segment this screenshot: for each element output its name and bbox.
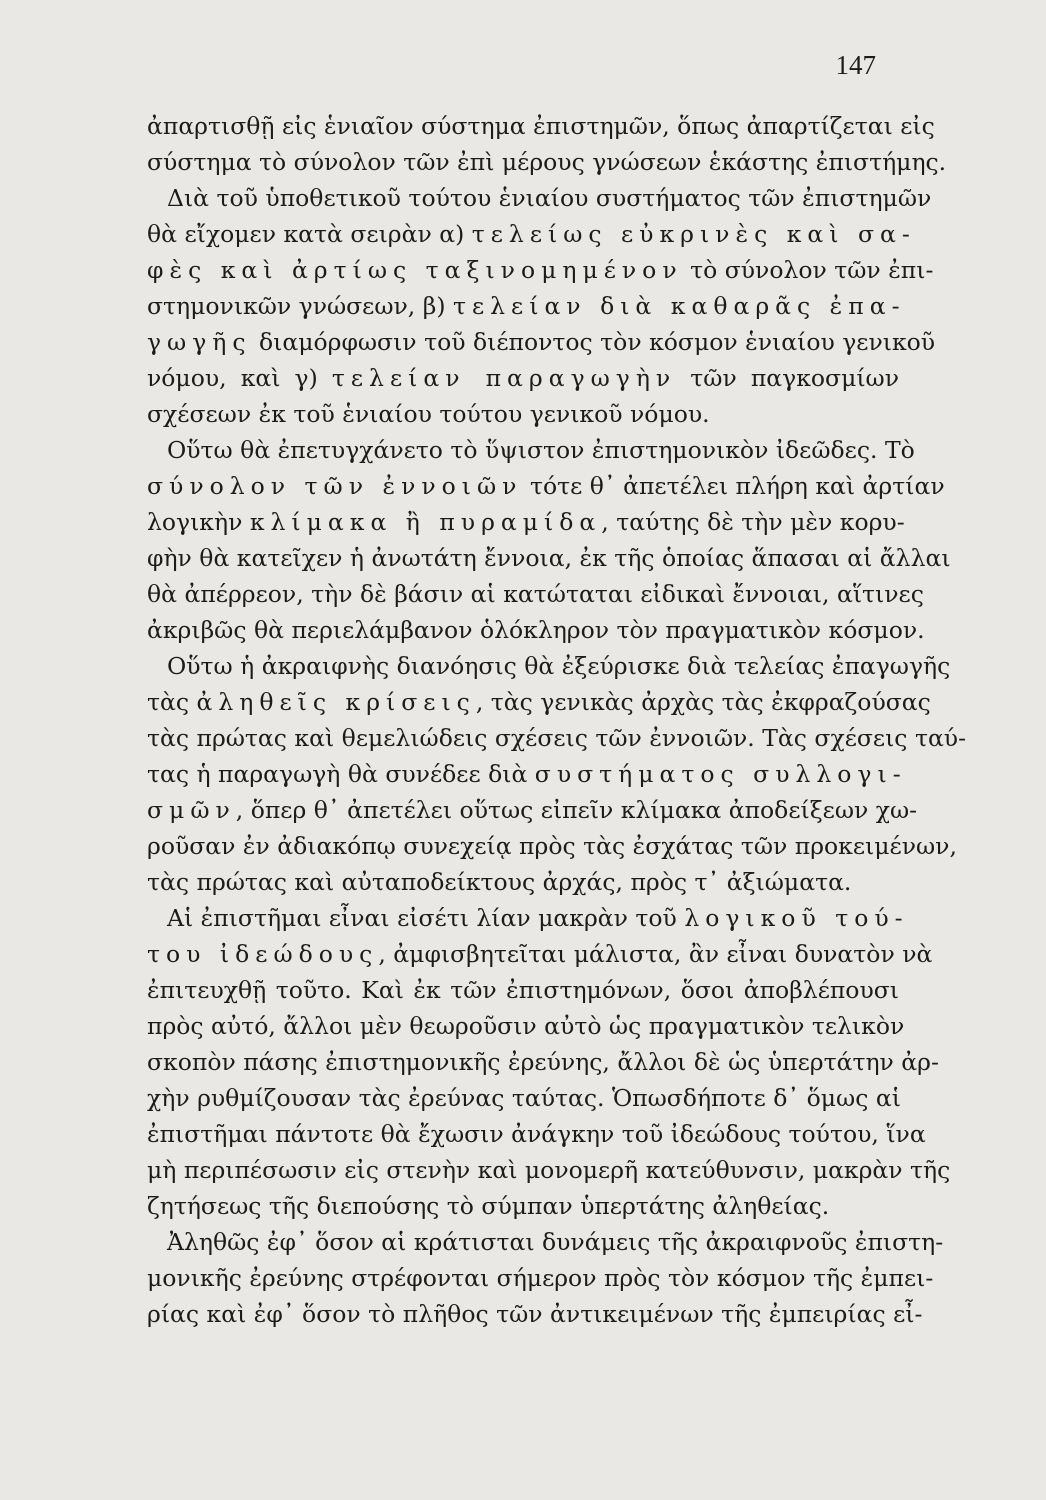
text-segment: μονικῆς ἐρεύνης στρέφονται σήμερον πρὸς τὸν κόσμον τῆς ἐμπει- <box>147 1264 934 1292</box>
text-segment: Διὰ τοῦ ὑποθετικοῦ τούτου ἑνιαίου συστήματος τῶν ἐπιστημῶν <box>167 184 932 212</box>
spaced-emphasis: τελείως εὐκρινὲς καὶ σα- <box>471 220 916 248</box>
text-segment: ἀπαρτισθῇ εἰς ἑνιαῖον σύστημα ἐπιστημῶν, ὅπως ἀπαρτίζεται εἰς <box>147 112 935 140</box>
text-segment: τὰς <box>147 688 197 716</box>
text-line <box>147 1224 944 1260</box>
spaced-emphasis: σύνολον τῶν ἐννοιῶν <box>147 472 523 500</box>
text-line <box>147 216 916 252</box>
text-segment: τὰς πρώτας καὶ θεμελιώδεις σχέσεις τῶν ἐννοιῶν. Τὰς σχέσεις ταύ- <box>147 724 967 752</box>
text-line <box>147 936 933 972</box>
spaced-emphasis: συστήματος συλλογι- <box>534 760 907 788</box>
text-segment: Ἀληθῶς ἐφ᾽ ὅσον αἱ κράτισται δυνάμεις τῆς ἀκραιφνοῦς ἐπιστη- <box>167 1228 944 1256</box>
text-segment: Οὕτω ἡ ἀκραιφνὴς διανόησις θὰ ἐξεύρισκε διὰ τελείας ἐπαγωγῆς <box>167 652 951 680</box>
page-number: 147 <box>835 50 876 80</box>
text-line <box>147 540 951 576</box>
text-line <box>147 648 951 684</box>
text-segment: ζητήσεως τῆς διεπούσης τὸ σύμπαν ὑπερτάτης ἀληθείας. <box>147 1192 830 1220</box>
text-segment: ἐπιστῆμαι πάντοτε θὰ ἔχωσιν ἀνάγκην τοῦ ἰδεώδους τούτου, ἵνα <box>147 1120 926 1148</box>
spaced-emphasis: σμῶν <box>147 796 236 824</box>
text-segment: ροῦσαν ἐν ἀδιακόπῳ συνεχείᾳ πρὸς τὰς ἐσχάτας τῶν προκειμένων, <box>147 832 957 860</box>
text-segment: , τὰς γενικὰς ἀρχὰς τὰς ἐκφραζούσας <box>475 688 931 716</box>
text-segment: τὸ σύνολον τῶν ἐπι- <box>682 256 934 284</box>
text-segment: νόμου, καὶ γ) <box>147 364 332 392</box>
text-line <box>147 1152 951 1188</box>
text-segment: τὰς πρώτας καὶ αὐταποδείκτους ἀρχάς, πρὸς τ᾽ ἀξιώματα. <box>147 868 852 896</box>
text-line <box>147 1044 939 1080</box>
text-line <box>147 504 905 540</box>
text-segment: Αἱ ἐπιστῆμαι εἶναι εἰσέτι λίαν μακρὰν τοῦ <box>167 904 685 932</box>
spaced-emphasis: κλίμακα ἢ πυραμίδα <box>249 508 602 536</box>
text-line <box>147 972 899 1008</box>
text-line <box>147 288 906 324</box>
text-line <box>147 900 909 936</box>
text-line <box>147 468 945 504</box>
text-line <box>147 252 934 288</box>
text-segment: στημονικῶν γνώσεων, β) <box>147 292 453 320</box>
text-line <box>147 144 947 180</box>
spaced-emphasis: λογικοῦ τού- <box>684 904 909 932</box>
text-line <box>147 180 932 216</box>
text-line <box>147 756 907 792</box>
text-line <box>147 1080 899 1116</box>
spaced-emphasis: ἀληθεῖς κρίσεις <box>196 688 476 716</box>
text-segment: , ταύτης δὲ τὴν μὲν κορυ- <box>601 508 905 536</box>
text-segment: , ὅπερ θ᾽ ἀπετέλει οὕτως εἰπεῖν κλίμακα ἀποδείξεων χω- <box>235 796 918 824</box>
text-segment: λογικὴν <box>147 508 250 536</box>
text-segment: ρίας καὶ ἐφ᾽ ὅσον τὸ πλῆθος τῶν ἀντικειμένων τῆς ἐμπειρίας εἶ- <box>147 1300 923 1328</box>
text-line <box>147 612 925 648</box>
text-segment: θὰ ἀπέρρεον, τὴν δὲ βάσιν αἱ κατώταται εἰδικαὶ ἔννοιαι, αἵτινες <box>147 580 924 608</box>
text-segment: τας ἡ παραγωγὴ θὰ συνέδεε διὰ <box>147 760 535 788</box>
text-segment: τῶν παγκοσμίων <box>676 364 900 392</box>
text-line <box>147 396 899 432</box>
text-segment: πρὸς αὐτό, ἄλλοι μὲν θεωροῦσιν αὐτὸ ὡς πραγματικὸν τελικὸν <box>147 1012 905 1040</box>
body-text <box>147 108 967 1332</box>
text-line <box>147 684 931 720</box>
text-line <box>147 720 967 756</box>
text-line <box>147 1260 934 1296</box>
text-line <box>147 324 936 360</box>
text-segment: σκοπὸν πάσης ἐπιστημονικῆς ἐρεύνης, ἄλλοι δὲ ὡς ὑπερτάτην ἀρ- <box>147 1048 939 1076</box>
text-line <box>147 1296 923 1332</box>
text-segment: ἐπιτευχθῇ τοῦτο. Καὶ ἐκ τῶν ἐπιστημόνων, ὅσοι ἀποβλέπουσι <box>147 976 899 1004</box>
text-line <box>147 360 899 396</box>
text-line <box>147 432 915 468</box>
spaced-emphasis: τελείαν διὰ καθαρᾶς ἐπα- <box>452 292 906 320</box>
text-segment: Οὕτω θὰ ἐπετυγχάνετο τὸ ὕψιστον ἐπιστημονικὸν ἰδεῶδες. Τὸ <box>167 436 915 464</box>
text-segment: χὴν ρυθμίζουσαν τὰς ἐρεύνας ταύτας. Ὁπωσδήποτε δ᾽ ὅμως αἱ <box>147 1084 901 1112</box>
spaced-emphasis: φὲς καὶ ἀρτίως ταξινομημένον <box>147 256 683 284</box>
text-line <box>147 792 918 828</box>
text-segment: διαμόρφωσιν τοῦ διέποντος τὸν κόσμον ἑνιαίου γενικοῦ <box>251 328 936 356</box>
text-line <box>147 828 957 864</box>
text-segment: , ἀμφισβητεῖται μάλιστα, ἂν εἶναι δυνατὸν νὰ <box>378 940 933 968</box>
spaced-emphasis: του ἰδεώδους <box>147 940 379 968</box>
spaced-emphasis: γωγῆς <box>147 328 252 356</box>
spaced-emphasis: τελείαν παραγωγὴν <box>331 364 677 392</box>
text-segment: σχέσεων ἐκ τοῦ ἑνιαίου τούτου γενικοῦ νόμου. <box>147 400 710 428</box>
text-segment: σύστημα τὸ σύνολον τῶν ἐπὶ μέρους γνώσεων ἑκάστης ἐπιστήμης. <box>147 148 947 176</box>
text-segment: θὰ εἴχομεν κατὰ σειρὰν α) <box>147 220 472 248</box>
text-line <box>147 1188 899 1224</box>
text-line <box>147 108 935 144</box>
text-line <box>147 1008 905 1044</box>
text-line <box>147 1116 926 1152</box>
text-segment: φὴν θὰ κατεῖχεν ἡ ἀνωτάτη ἔννοια, ἐκ τῆς ὁποίας ἅπασαι αἱ ἄλλαι <box>147 544 951 572</box>
text-segment: ἀκριβῶς θὰ περιελάμβανον ὁλόκληρον τὸν πραγματικὸν κόσμον. <box>147 616 925 644</box>
text-segment: τότε θ᾽ ἀπετέλει πλήρη καὶ ἀρτίαν <box>522 472 945 500</box>
text-segment: μὴ περιπέσωσιν εἰς στενὴν καὶ μονομερῆ κατεύθυνσιν, μακρὰν τῆς <box>147 1156 951 1184</box>
text-line <box>147 576 924 612</box>
text-line <box>147 864 899 900</box>
